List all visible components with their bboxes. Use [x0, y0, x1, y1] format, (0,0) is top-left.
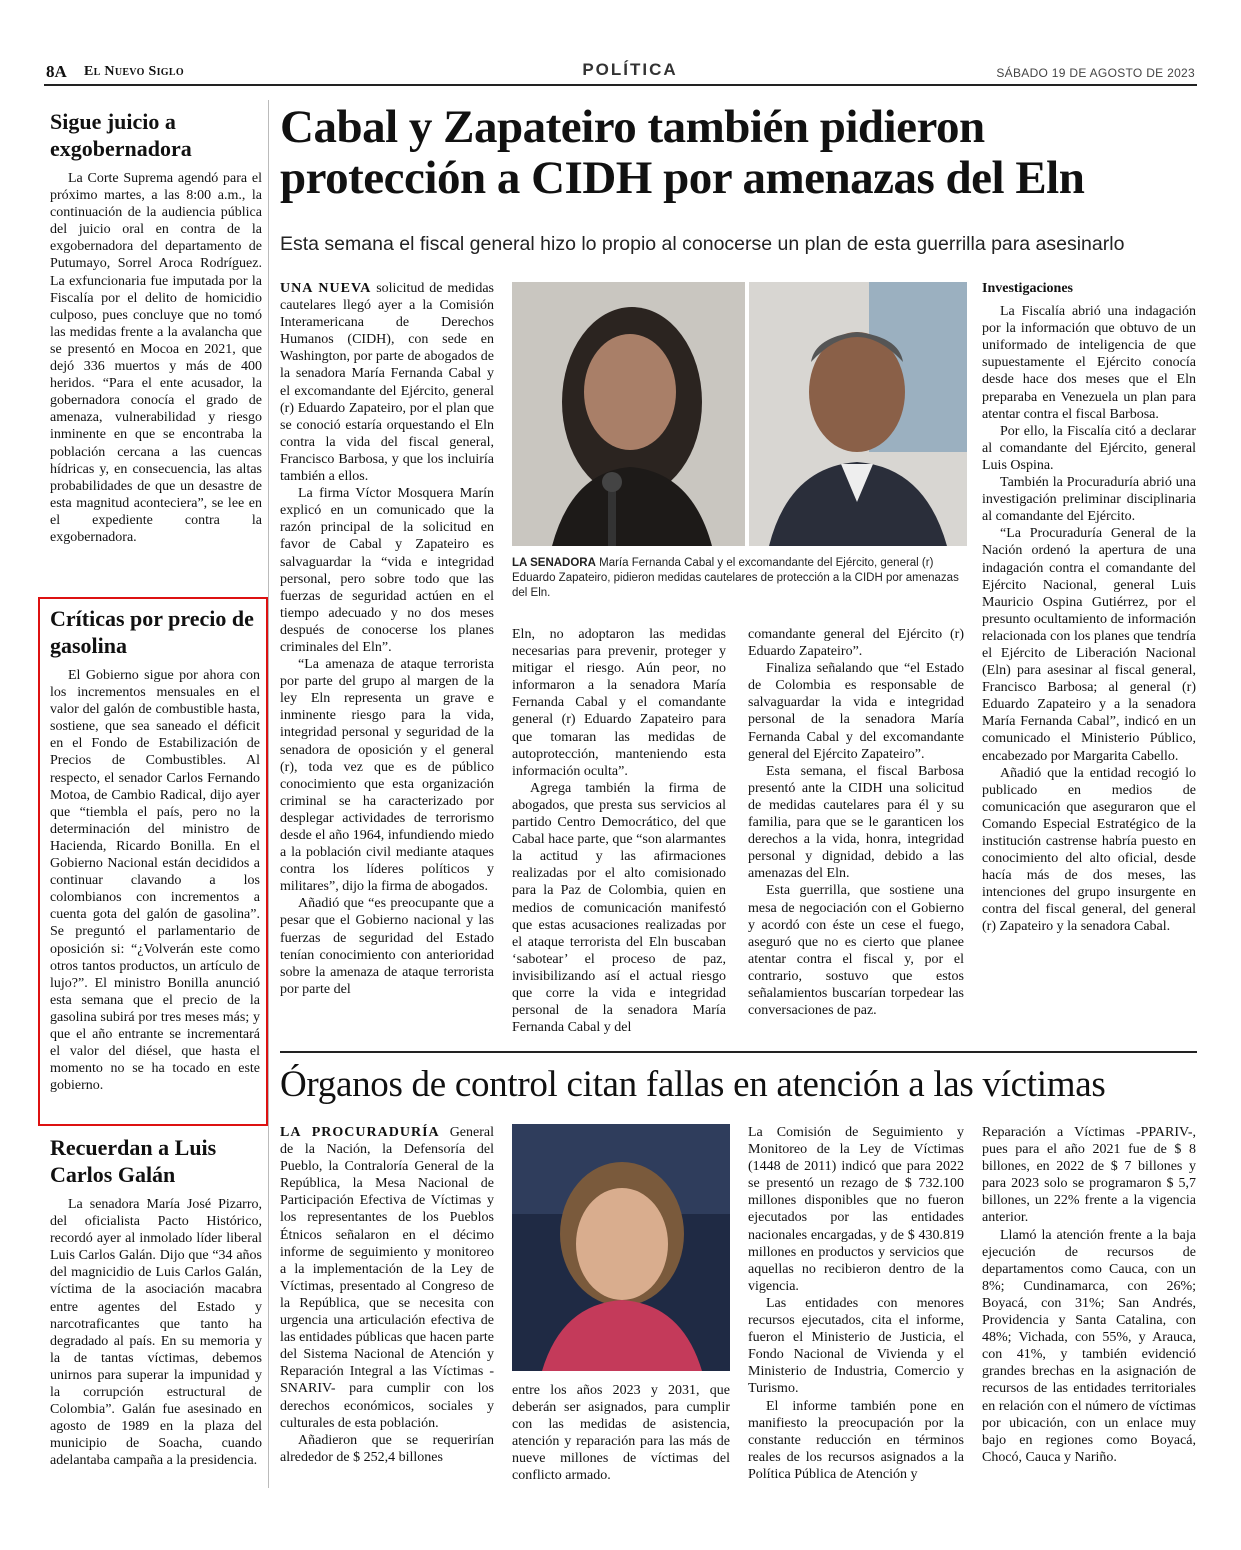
sidebar-story-title: Sigue juicio a exgobernadora: [50, 109, 192, 161]
photo-general-zapateiro: [749, 282, 967, 546]
article-divider: [280, 1051, 1197, 1053]
article-headline: Cabal y Zapateiro también pidieron protección a CIDH por amenazas del Eln: [280, 101, 1085, 204]
article-column-1: UNA NUEVA solicitud de medidas cautelares llegó ayer a la Comisión Interamericana de Derechos Humanos (CIDH), con sede en Washington, por parte de abogados de la senadora María Fernanda Cabal y el excomandante del Ejército, general (r) Eduardo Zapateiro, por el plan que se conoció estaría orquestando el Eln contra la vida del fiscal general, Francisco Barbosa, y que los incluiría también a ellos. La firma Víctor Mosquera Marín explicó en un comunicado que la razón principal de la solicitud en favor de Cabal y Zapateiro es salvaguardar la “vida e integridad personal, pero sobre todo que las fuerzas de seguridad actúen en el tiempo adecuado y no dos meses después de conocerse los planes criminales del Eln”. “La amenaza de ataque terrorista por parte del grupo al margen de la ley Eln representa un grave e inminente riesgo para la vida, integridad personal y seguridad de la senadora de oposición y el general (r), toda vez que es de público conocimiento que esta organización criminal se ha caracterizado por desplegar actividades de terrorismo desde el año 1964, infundiendo miedo a la población civil mediante ataques contra los líderes políticos y militares”, dijo la firma de abogados. Añadió que “es preocupante que a pesar que el Gobierno nacional y las fuerzas de seguridad del Estado tenían conocimiento con anterioridad sobre la amenaza de ataque terrorista por parte del: [280, 281, 494, 997]
article-column-2: Eln, no adoptaron las medidas necesarias para prevenir, proteger y mitigar el riesgo. Aún peor, no informaron a la senadora María Fernanda Cabal y el comandante general (r) Eduardo Zapateiro para que tomaran las medidas de autoprotección, manteniendo esta información oculta”. Agrega también la firma de abogados, que presta sus servicios al partido Centro Democrático, del que Cabal hace parte, que “son alarmantes la actitud y las afirmaciones realizadas por el alto comisionado para la Paz de Colombia, quien en medios de comunicación manifestó que estas acusaciones realizadas por el ataque terrorista del Eln buscaban ‘sabotear’ el proceso de paz, invisibilizando así el actual riesgo que corre la vida e integridad personal de la senadora María Fernanda Cabal y del: [512, 627, 726, 1036]
portrait-woman-icon: [512, 282, 745, 546]
article-kicker: LA PROCURADURÍA: [280, 1125, 440, 1140]
sidebar-story-body: El Gobierno sigue por ahora con los incrementos mensuales en el valor del galón de combustible hasta, sostiene, que sea saneado el déficit en el Fondo de Estabilización de Precios de Combustibles. Al respecto, el senador Carlos Fernando Motoa, de Cambio Radical, dijo ayer que “tiembla el país, pero no la determinación del ministro de Hacienda, Ricardo Bonilla. En el Gobierno Nacional están decididos a continuar clavando a los colombianos con incrementos a cuenta gota del galón de gasolina”. Se preguntó el parlamentario de oposición si: “¿Volverán este como otros tantos productos, un artículo de lujo?”. El ministro Bonilla anunció esta semana que el precio de la gasolina subirá por tres meses más; y que el año entrante se incrementará el valor del diésel, que hasta el momento no se ha tocado en este gobierno.: [50, 668, 260, 1094]
article-column-1: LA PROCURADURÍA General de la Nación, la Defensoría del Pueblo, la Contraloría General de la República, la Mesa Nacional de Participación Efectiva de Víctimas y los representantes de los Pueblos Étnicos señalaron en el décimo informe de seguimiento y monitoreo a la implementación de la Ley de Víctimas, presentado al Congreso de la República, que se necesita con urgencia una articulación efectiva de las entidades públicas que hacen parte del Sistema Nacional de Atención y Reparación Integral a las Víctimas -SNARIV- para cumplir con los derechos económicos, sociales y culturales de esta población. Añadieron que se requerirían alrededor de $ 252,4 billones: [280, 1125, 494, 1465]
sidebar-story-galan: [50, 1134, 262, 1470]
article-subheadline: Esta semana el fiscal general hizo lo propio al conocerse un plan de esta guerrilla para asesinarlo: [280, 233, 1125, 255]
article-column-4: Investigaciones La Fiscalía abrió una indagación por la información que obtuvo de un uniformado de inteligencia de que supuestamente el Ejército conocía desde hace dos meses que el Eln preparaba en Venezuela un plan para atentar contra el fiscal Barbosa. Por ello, la Fiscalía citó a declarar al comandante del Ejército, general Luis Ospina. También la Procuraduría abrió una investigación preliminar disciplinaria al comandante del Ejército. “La Procuraduría General de la Nación ordenó la apertura de una indagación contra el comandante del Ejército Nacional, general Luis Mauricio Ospina Gutiérrez, por el presunto ocultamiento de información relacionada con los planes que tendría el Ejército de Liberación Nacional (Eln) para asesinar al fiscal general, Francisco Barbosa; al general (r) Eduardo Zapateiro y a la senadora María Fernanda Cabal”, indicó en un comunicado el Ministerio Público, encabezado por Margarita Cabello. Añadió que la entidad recogió lo publicado en medios de comunicación que aseguraron que el Comando Especial Estratégico de la institución castrense habría puesto en conocimiento del alto oficial, desde hacía más de dos meses, las intenciones del grupo insurgente en contra del fiscal general, del general (r) Zapateiro y la senadora Cabal.: [982, 281, 1196, 935]
publication-name: El Nuevo Siglo: [84, 64, 184, 79]
page-number: 8A: [46, 62, 67, 81]
photo-caption: LA SENADORA María Fernanda Cabal y el excomandante del Ejército, general (r) Eduardo Zapateiro, pidieron medidas cautelares de protección a la CIDH por amenazas del Eln.: [512, 557, 959, 599]
article-column-3: La Comisión de Seguimiento y Monitoreo de la Ley de Víctimas (1448 de 2011) indicó que para 2022 se presentó un rezago de $ 732.100 millones disponibles que no fueron ejecutados por las entidades nacionales encargadas, y de $ 430.819 millones en productos y servicios que aquellas no recibieron dentro de la vigencia. Las entidades con menores recursos ejecutados, cita el informe, fueron el Ministerio de Justicia, el Fondo Nacional de Vivienda y el Ministerio de Industria, Comercio y Turismo. El informe también pone en manifiesto la preocupación por la constante reducción en términos reales de los recursos asignados a la Política Pública de Atención y: [748, 1125, 964, 1482]
sidebar-divider: [268, 100, 269, 1488]
article-column-4: Reparación a Víctimas -PPARIV-, pues para el año 2021 fue de $ 8 billones, en 2022 de $ 7 billones y para 2023 solo se programaron $ 5,7 billones, un 22% frente a la vigencia anterior. Llamó la atención frente a la baja ejecución de recursos de departamentos como Cauca, con un 8%; Cundinamarca, con 26%; Boyacá, con 31%; San Andrés, Providencia y Santa Catalina, con 48%; Vichada, con 55%, y Arauca, con 41%, y también evidenció grandes brechas en la asignación de recursos de las entidades territoriales en relación con el número de víctimas por ubicación, con un enlace muy bajo en regiones como Boyacá, Chocó, Cauca y Nariño.: [982, 1125, 1196, 1465]
sidebar-story-title: Recuerdan a Luis Carlos Galán: [50, 1135, 217, 1187]
photo-senator-cabal: [512, 282, 745, 546]
article-column-2: entre los años 2023 y 2031, que deberán ser asignados, para cumplir con las medidas de asistencia, atención y reparación para las más de nueve millones de víctimas del conflicto armado.: [512, 1383, 730, 1484]
sidebar-story-title: Críticas por precio de gasolina: [50, 606, 254, 658]
portrait-woman-icon: [512, 1124, 730, 1371]
section-subheading: Investigaciones: [982, 281, 1073, 296]
section-name: POLÍTICA: [582, 60, 678, 79]
article-column-3: comandante general del Ejército (r) Eduardo Zapateiro”. Finaliza señalando que “el Estado de Colombia es responsable de salvaguardar la vida e integridad personal de la senadora María Fernanda Cabal y del excomandante general del Ejército Zapateiro”. Esta semana, el fiscal Barbosa presentó ante la CIDH una solicitud de medidas cautelares para él y su familia, para que se le garanticen los derechos a la vida, honra, integridad personal y dignidad, debido a las amenazas del Eln. Esta guerrilla, que sostiene una mesa de negociación con el Gobierno y acordó con éste un cese el fuego, aseguró que no es cierto que planee atentar contra el fiscal y, por el contrario, sostuvo que estos señalamientos buscarían torpedear las conversaciones de paz.: [748, 627, 964, 1019]
sidebar-story-body: La Corte Suprema agendó para el próximo martes, a las 8:00 a.m., la continuación de la audiencia pública del juicio oral en contra de la exgobernadora del departamento de Putumayo, Sorrel Aroca Rodríguez. La exfuncionaria fue imputada por la Fiscalía por el delito de homicidio culposo, pues concluye que no tomó las medidas frente a la avalancha que se presentó en Mocoa en 2021, que dejó 336 muertos y más de 400 heridos. “Para el ente acusador, la gobernadora conocía el grado de amenaza, vulnerabilidad y riesgo inminente en que se encontraba la población cercana a las cuencas hídricas y, en consecuencia, las altas probabilidades de que un desastre de esta magnitud aconteciera”, se lee en el expediente contra la exgobernadora.: [50, 171, 262, 545]
portrait-man-icon: [749, 282, 967, 546]
sidebar-story-gasoline: [50, 605, 260, 1094]
article-kicker: UNA NUEVA: [280, 281, 372, 296]
sidebar-story-body: La senadora María José Pizarro, del oficialista Pacto Histórico, recordó ayer al inmolado líder liberal Luis Carlos Galán. Dijo que “34 años del magnicidio de Luis Carlos Galán, víctima de la asociación macabra entre agentes del Estado y narcotraficantes que tanto ha degradado al país. En su memoria y la de tantas víctimas, debemos unirnos para superar la impunidad y la corrupción estructural de Colombia”. Galán fue asesinado en agosto de 1989 en la plaza del municipio de Soacha, cuando adelantaba campaña a la presidencia.: [50, 1197, 262, 1469]
photo-procuradora: [512, 1124, 730, 1371]
issue-date: SÁBADO 19 DE AGOSTO DE 2023: [996, 66, 1195, 80]
header-rule: [44, 84, 1197, 86]
sidebar-story-trial: [50, 108, 262, 546]
article-headline: Órganos de control citan fallas en atención a las víctimas: [280, 1064, 1106, 1105]
